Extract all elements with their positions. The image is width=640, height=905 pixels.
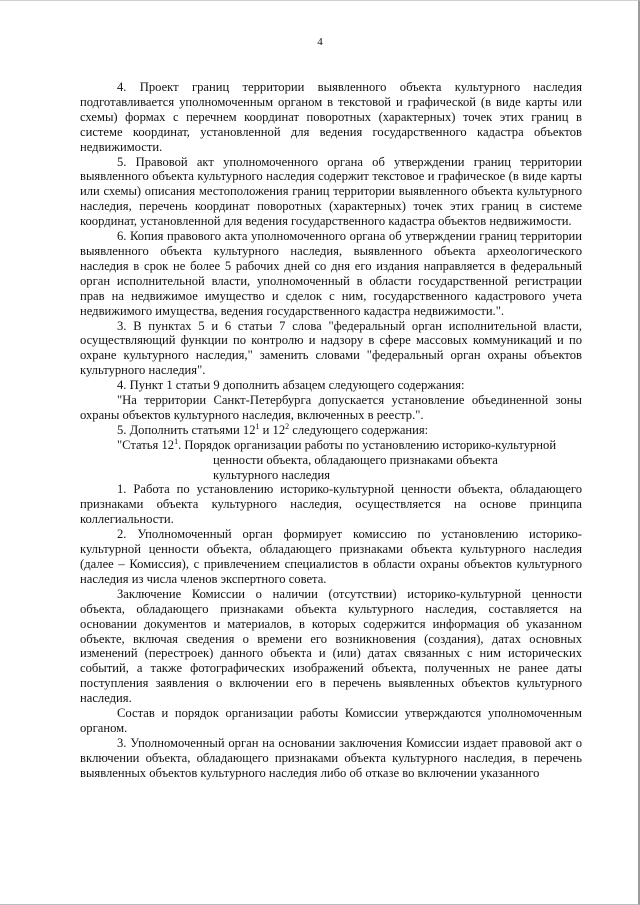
amendment-5-middle: и 12 <box>259 422 286 437</box>
document-body <box>80 80 582 781</box>
paragraph-quote-spb: "На территории Санкт-Петербурга допускается установление объединенной зоны охраны объектов культурного наследия, включенных в реестр.". <box>80 393 582 422</box>
paragraph-item-6: 6. Копия правового акта уполномоченного органа об утверждении границ территории выявленного объекта культурного наследия, выявленного объекта археологического наследия в срок не более 5 рабочих дней со дня его издания направляется в федеральный орган исполнительной власти, уполномоченный в области государственной регистрации прав на недвижимое имущество и сделок с ним, государственного кадастрового учета недвижимого имущества, ведения государственного кадастра недвижимости.". <box>80 229 582 318</box>
amendment-5-prefix: 5. Дополнить статьями 12 <box>117 422 256 437</box>
paragraph-article-3: 3. Уполномоченный орган на основании заключения Комиссии издает правовой акт о включении объекта, обладающего признаками объекта культурного наследия, в перечень выявленных объектов культурного наследия либо об отказе во включении указанного <box>80 735 582 780</box>
article-heading-sup: 1 <box>174 436 179 446</box>
paragraph-article-1: 1. Работа по установлению историко-культурной ценности объекта, обладающего признаками объекта культурного наследия, осуществляется на основе принципа коллегиальности. <box>80 482 582 527</box>
paragraph-item-4: 4. Проект границ территории выявленного объекта культурного наследия подготавливается уполномоченным органом в текстовой и графической (в виде карты или схемы) формах с перечнем координат поворотных (характерных) точек этих границ в системе координат, установленной для ведения государственного кадастра объектов недвижимости. <box>80 80 582 154</box>
article-heading <box>80 438 582 483</box>
article-heading-line-3: культурного наследия <box>213 467 331 482</box>
paragraph-article-2: 2. Уполномоченный орган формирует комиссию по установлению историко-культурной ценности объекта, обладающего признаками объекта культурного наследия (далее – Комиссия), с привлечением специалистов в области охраны объектов культурного наследия из числа членов экспертного совета. <box>80 527 582 586</box>
paragraph-amendment-5 <box>80 423 582 438</box>
article-heading-line-1 <box>117 438 582 453</box>
article-heading-text: . Порядок организации работы по установлению историко-культурной <box>178 437 557 452</box>
paragraph-item-5: 5. Правовой акт уполномоченного органа об утверждении границ территории выявленного объекта культурного наследия содержит текстовое и графическое (в виде карты или схемы) описания местоположения границ территории выявленного объекта культурного наследия, перечень координат поворотных (характерных) точек этих границ в системе координат, установленной для ведения государственного кадастра объектов недвижимости. <box>80 154 582 229</box>
paragraph-amendment-4: 4. Пункт 1 статьи 9 дополнить абзацем следующего содержания: <box>117 378 465 393</box>
amendment-5-sup2: 2 <box>285 421 290 431</box>
amendment-5-sup1: 1 <box>255 421 260 431</box>
paragraph-amendment-3: 3. В пунктах 5 и 6 статьи 7 слова "федеральный орган исполнительной власти, осуществляющий функции по контролю и надзору в сфере массовых коммуникаций и по охране культурного наследия," заменить словами "федеральный орган охраны объектов культурного наследия". <box>80 318 582 378</box>
paragraph-commission-composition: Состав и порядок организации работы Комиссии утверждаются уполномоченным органом. <box>80 706 582 735</box>
page-number: 4 <box>317 36 323 48</box>
article-heading-prefix: "Статья 12 <box>117 437 175 452</box>
article-heading-line-2: ценности объекта, обладающего признаками объекта <box>213 452 498 467</box>
amendment-5-suffix: следующего содержания: <box>289 422 429 437</box>
paragraph-commission-conclusion: Заключение Комиссии о наличии (отсутствии) историко-культурной ценности объекта, обладающего признаками объекта культурного наследия, составляется на основании документов и материалов, в которых содержится информация об указанном объекте, включая сведения о времени его возникновения (создания), датах основных изменений (перестроек) данного объекта и (или) датах связанных с ним исторических событий, а также фотографических изображений объекта, полученных не ранее даты поступления заявления о включении его в перечень выявленных объектов культурного наследия. <box>80 586 582 706</box>
